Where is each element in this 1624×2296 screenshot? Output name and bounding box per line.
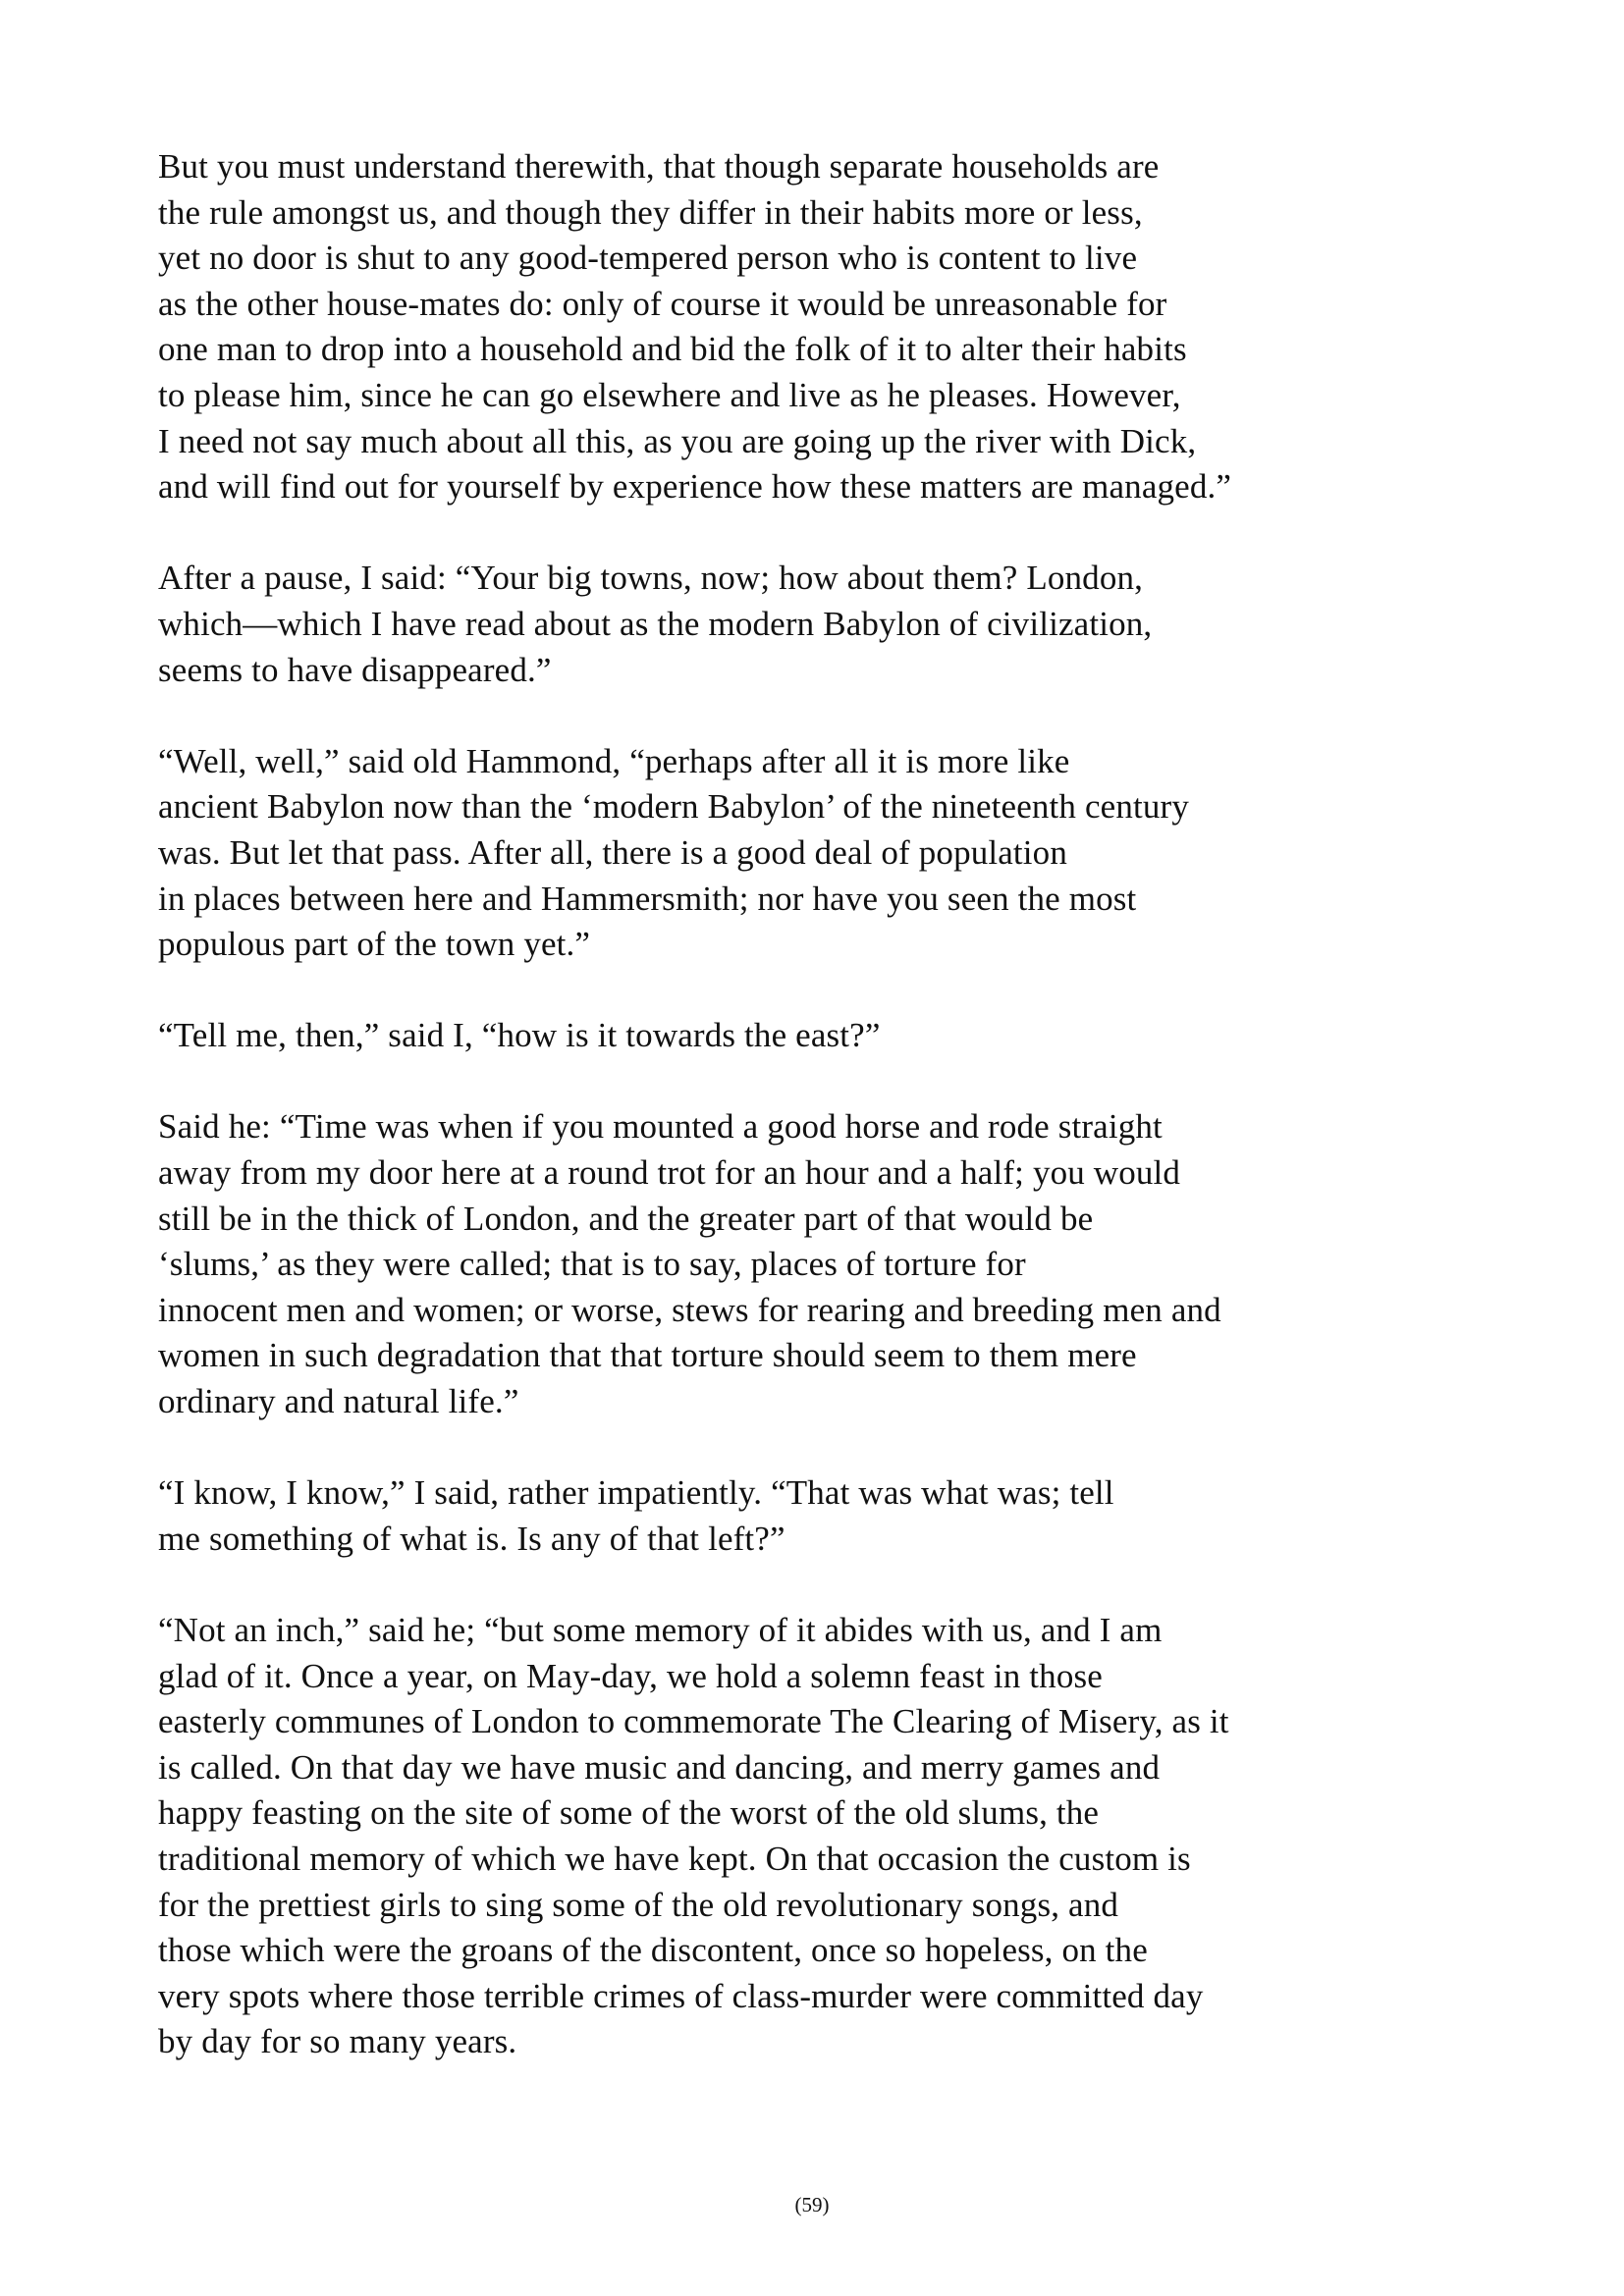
text-line: “Well, well,” said old Hammond, “perhaps after all it is more like: [158, 741, 1070, 780]
paragraph: [158, 739, 1395, 968]
text-line: happy feasting on the site of some of the worst of the old slums, the: [158, 1793, 1100, 1833]
text-line: “I know, I know,” I said, rather impatiently. “That was what was; tell: [158, 1473, 1114, 1513]
text-line: one man to drop into a household and bid the folk of it to alter their habits: [158, 330, 1187, 369]
text-line: away from my door here at a round trot for an hour and a half; you would: [158, 1153, 1181, 1193]
text-line: in places between here and Hammersmith; nor have you seen the most: [158, 879, 1137, 918]
text-line: After a pause, I said: “Your big towns, now; how about them? London,: [158, 559, 1144, 598]
paragraph: [158, 1470, 1395, 1562]
text-line: for the prettiest girls to sing some of the old revolutionary songs, and: [158, 1885, 1118, 1924]
text-line: me something of what is. Is any of that left?”: [158, 1519, 785, 1558]
text-line: ancient Babylon now than the ‘modern Babylon’ of the nineteenth century: [158, 787, 1189, 827]
text-line: and will find out for yourself by experience how these matters are managed.”: [158, 467, 1232, 507]
text-line: innocent men and women; or worse, stews for rearing and breeding men and: [158, 1290, 1221, 1329]
text-line: Said he: “Time was when if you mounted a good horse and rode straight: [158, 1107, 1163, 1147]
paragraph: [158, 144, 1395, 510]
text-line: women in such degradation that that torture should seem to them mere: [158, 1336, 1137, 1375]
text-line: populous part of the town yet.”: [158, 925, 591, 964]
text-line: as the other house-mates do: only of course it would be unreasonable for: [158, 284, 1167, 323]
body-text: [158, 144, 1395, 2111]
text-line: which—which I have read about as the modern Babylon of civilization,: [158, 604, 1153, 643]
text-line: easterly communes of London to commemorate The Clearing of Misery, as it: [158, 1702, 1229, 1741]
text-line: is called. On that day we have music and dancing, and merry games and: [158, 1747, 1161, 1787]
text-line: still be in the thick of London, and the greater part of that would be: [158, 1199, 1094, 1238]
text-line: glad of it. Once a year, on May-day, we hold a solemn feast in those: [158, 1656, 1103, 1695]
text-line: by day for so many years.: [158, 2022, 517, 2061]
text-line: the rule amongst us, and though they differ in their habits more or less,: [158, 192, 1143, 232]
text-line: those which were the groans of the discontent, once so hopeless, on the: [158, 1931, 1148, 1970]
text-line: yet no door is shut to any good-tempered person who is content to live: [158, 239, 1138, 278]
text-line: But you must understand therewith, that though separate households are: [158, 147, 1160, 186]
paragraph: [158, 556, 1395, 693]
text-line: to please him, since he can go elsewhere and live as he pleases. However,: [158, 375, 1181, 414]
text-line: ordinary and natural life.”: [158, 1382, 519, 1421]
paragraph: [158, 1608, 1395, 2065]
text-line: “Tell me, then,” said I, “how is it towards the east?”: [158, 1016, 881, 1055]
text-line: very spots where those terrible crimes of class-murder were committed day: [158, 1976, 1204, 2015]
paragraph: [158, 1013, 1395, 1059]
text-line: ‘slums,’ as they were called; that is to say, places of torture for: [158, 1245, 1026, 1284]
paragraph: [158, 1104, 1395, 1424]
page-number: (59): [794, 2193, 830, 2216]
text-line: was. But let that pass. After all, there is a good deal of population: [158, 832, 1067, 872]
text-line: I need not say much about all this, as you are going up the river with Dick,: [158, 421, 1197, 460]
text-line: seems to have disappeared.”: [158, 650, 552, 689]
text-line: traditional memory of which we have kept. On that occasion the custom is: [158, 1839, 1191, 1878]
text-line: “Not an inch,” said he; “but some memory of it abides with us, and I am: [158, 1611, 1163, 1649]
